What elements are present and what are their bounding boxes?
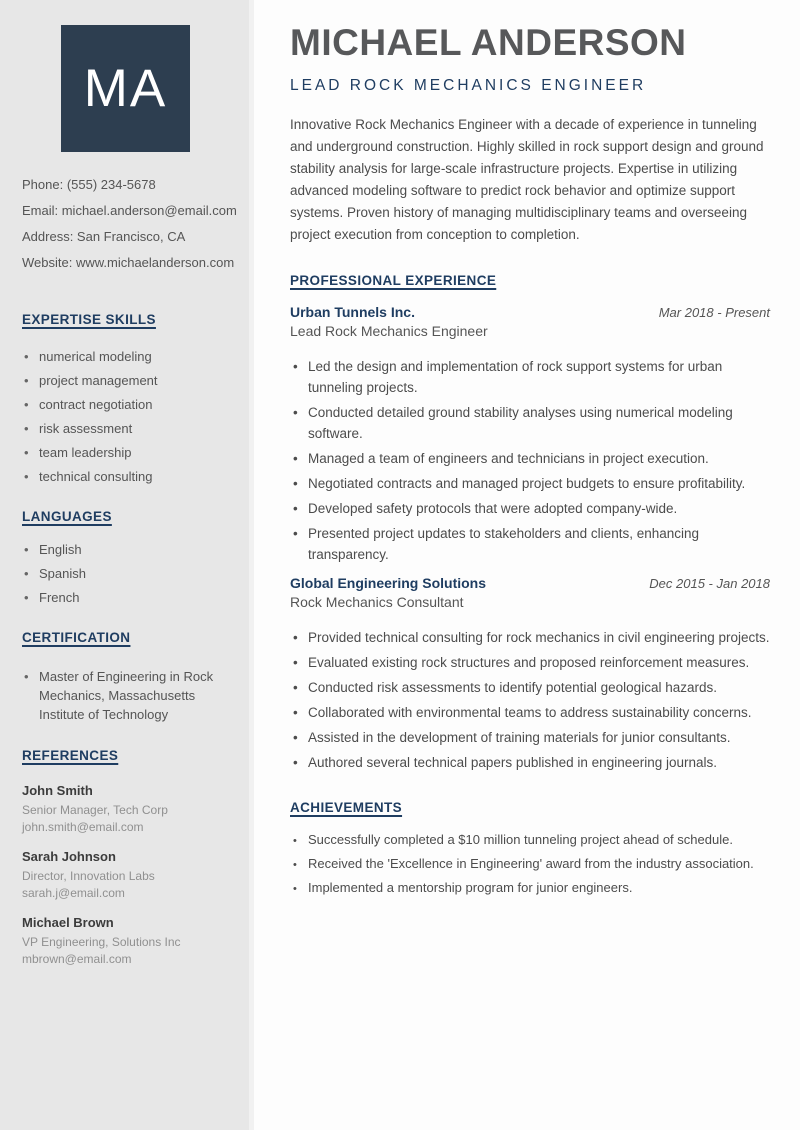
reference-name: Michael Brown — [22, 915, 114, 930]
job-bullet: • Led the design and implementation of rock support systems for urban tunneling projects. — [290, 356, 770, 398]
reference-entry — [22, 783, 229, 836]
reference-email: john.smith@email.com — [22, 820, 144, 834]
achievements-heading: ACHIEVEMENTS — [290, 800, 403, 815]
skill-item: • numerical modeling — [22, 349, 229, 365]
certification-heading: CERTIFICATION — [22, 630, 131, 645]
job-bullet-list — [290, 356, 770, 565]
skill-item: • project management — [22, 373, 229, 389]
certification-list — [22, 667, 229, 724]
reference-role: Senior Manager, Tech Corp — [22, 803, 168, 817]
job-bullet: • Negotiated contracts and managed project budgets to ensure profitability. — [290, 473, 770, 494]
job-header — [290, 575, 770, 591]
contact-website: Website: www.michaelanderson.com — [22, 255, 235, 270]
job-bullet: • Collaborated with environmental teams to address sustainability concerns. — [290, 702, 770, 723]
job-title: LEAD ROCK MECHANICS ENGINEER — [290, 77, 647, 94]
main-content — [259, 0, 800, 1130]
reference-role: VP Engineering, Solutions Inc — [22, 935, 181, 949]
job-header — [290, 304, 770, 320]
page-title: MICHAEL ANDERSON — [290, 22, 687, 63]
job-bullet: • Conducted risk assessments to identify potential geological hazards. — [290, 677, 770, 698]
summary-paragraph: Innovative Rock Mechanics Engineer with a decade of experience in tunneling and underground construction. Highly skilled in rock support design and ground stability analysis for large-scale infrastructure projects. Expertise in utilizing advanced modeling software to predict rock behavior and optimize support systems. Proven history of managing multidisciplinary teams and overseeing project execution from conception to completion. — [290, 117, 764, 242]
company-name: Urban Tunnels Inc. — [290, 304, 415, 320]
references-list — [22, 783, 229, 968]
reference-email: sarah.j@email.com — [22, 886, 125, 900]
reference-role: Director, Innovation Labs — [22, 869, 155, 883]
experience-entry — [290, 304, 770, 565]
reference-name: Sarah Johnson — [22, 849, 116, 864]
skills-heading: EXPERTISE SKILLS — [22, 312, 156, 327]
contact-address: Address: San Francisco, CA — [22, 229, 186, 244]
languages-list — [22, 542, 229, 606]
contact-phone: Phone: (555) 234-5678 — [22, 177, 156, 192]
skills-list — [22, 349, 229, 485]
skill-item: • risk assessment — [22, 421, 229, 437]
references-heading: REFERENCES — [22, 748, 119, 763]
avatar-monogram — [61, 25, 190, 152]
skill-item: • technical consulting — [22, 469, 229, 485]
job-bullet: • Developed safety protocols that were adopted company-wide. — [290, 498, 770, 519]
language-item: • French — [22, 590, 229, 606]
skill-item: • contract negotiation — [22, 397, 229, 413]
job-bullet: • Managed a team of engineers and technicians in project execution. — [290, 448, 770, 469]
reference-entry — [22, 849, 229, 902]
reference-email: mbrown@email.com — [22, 952, 132, 966]
reference-name: John Smith — [22, 783, 93, 798]
job-bullet: • Conducted detailed ground stability analyses using numerical modeling software. — [290, 402, 770, 444]
skill-item: • team leadership — [22, 445, 229, 461]
contact-info — [22, 172, 237, 276]
job-bullet: • Presented project updates to stakeholders and clients, enhancing transparency. — [290, 523, 770, 565]
reference-entry — [22, 915, 229, 968]
job-dates: Dec 2015 - Jan 2018 — [649, 576, 770, 591]
monogram-initials: MA — [83, 59, 168, 118]
job-bullet: • Evaluated existing rock structures and proposed reinforcement measures. — [290, 652, 770, 673]
job-bullet: • Assisted in the development of training materials for junior consultants. — [290, 727, 770, 748]
job-bullet: • Provided technical consulting for rock mechanics in civil engineering projects. — [290, 627, 770, 648]
certification-item: • Master of Engineering in Rock Mechanics, Massachusetts Institute of Technology — [22, 667, 229, 724]
job-role: Lead Rock Mechanics Engineer — [290, 323, 488, 339]
achievement-item: • Received the 'Excellence in Engineering' award from the industry association. — [290, 854, 770, 874]
job-bullet: • Authored several technical papers published in engineering journals. — [290, 752, 770, 773]
language-item: • English — [22, 542, 229, 558]
experience-heading: PROFESSIONAL EXPERIENCE — [290, 273, 497, 288]
achievement-item: • Implemented a mentorship program for junior engineers. — [290, 878, 770, 898]
experience-entry — [290, 575, 770, 773]
job-bullet-list — [290, 627, 770, 773]
language-item: • Spanish — [22, 566, 229, 582]
company-name: Global Engineering Solutions — [290, 575, 487, 591]
job-role: Rock Mechanics Consultant — [290, 594, 464, 610]
achievement-item: • Successfully completed a $10 million tunneling project ahead of schedule. — [290, 830, 770, 850]
achievements-list — [290, 830, 770, 898]
sidebar — [0, 0, 254, 1130]
contact-email: Email: michael.anderson@email.com — [22, 203, 237, 218]
job-dates: Mar 2018 - Present — [658, 305, 770, 320]
languages-heading: LANGUAGES — [22, 509, 112, 524]
